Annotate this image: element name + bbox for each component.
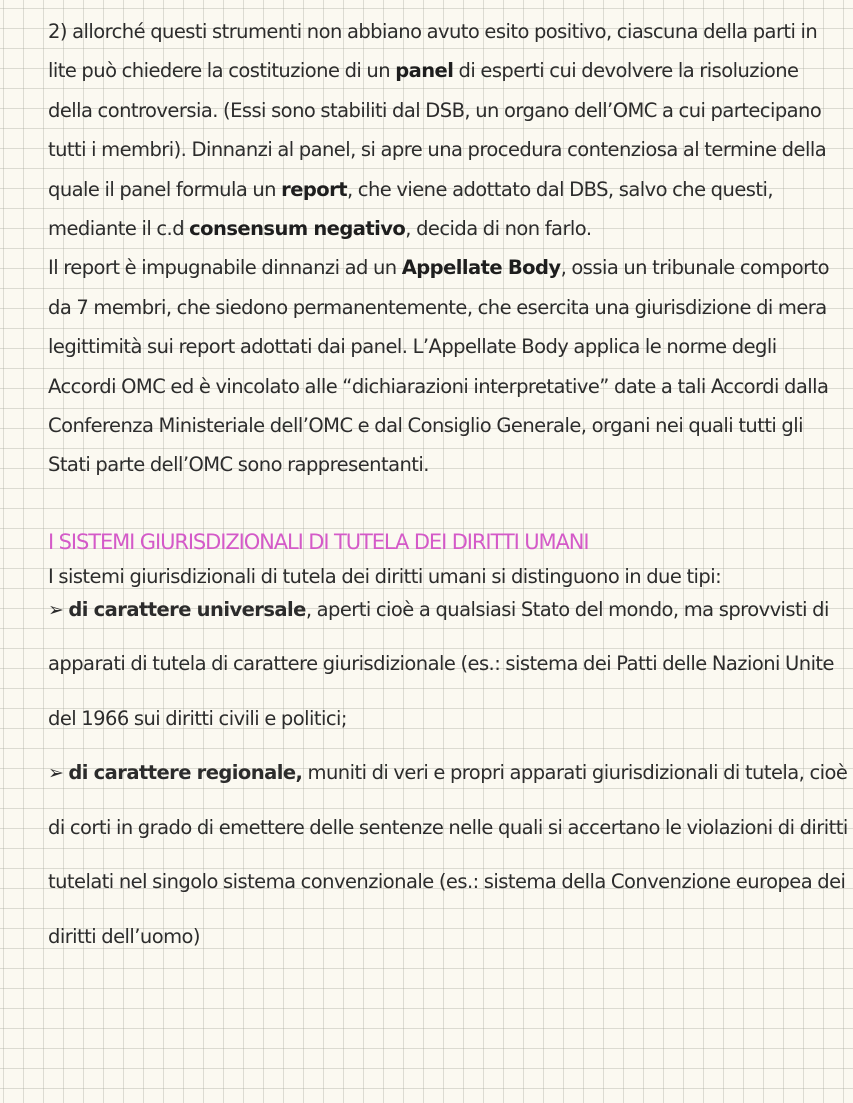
list-item-text: muniti di veri e propri apparati giurisdizionali di tutela, cioè di corti in grado di emettere delle sentenze nelle quali si accertano le violazioni di diritti tutelati nel singolo sistema convenzionale (es.: sistema della Convenzione europea dei diritti dell’uomo) bbox=[48, 761, 848, 948]
term-consensum-negativo: consensum negativo bbox=[189, 217, 406, 241]
arrow-bullet-icon: ➢ bbox=[48, 762, 64, 785]
list-item-text: , aperti cioè a qualsiasi Stato del mondo, ma sprovvisti di apparati di tutela di carattere giurisdizionale (es.: sistema dei Patti delle Nazioni Unite del 1966 sui diritti civili e politici; bbox=[48, 597, 834, 730]
paragraph-text: , decida di non farlo. bbox=[405, 217, 592, 241]
term-appellate-body: Appellate Body bbox=[401, 256, 561, 280]
section-spacer bbox=[48, 485, 848, 524]
list-item-universal bbox=[48, 583, 848, 747]
arrow-bullet-icon: ➢ bbox=[48, 598, 64, 621]
paragraph-text: 2) allorché questi strumenti non abbiano avuto esito positivo, ciascuna della parti in lite può chiedere la costituzione di un bbox=[48, 20, 818, 83]
paragraph-text: di esperti cui devolvere la risoluzione della controversia. (Essi sono stabiliti dal DSB, un organo dell’OMC a cui partecipano tutti i membri). Dinnanzi al panel, si apre una procedura contenziosa al termine della quale il panel formula un bbox=[48, 59, 827, 201]
term-regionale: di carattere regionale, bbox=[68, 761, 303, 785]
notes-page bbox=[48, 12, 848, 974]
paragraph-appellate-body bbox=[48, 248, 848, 484]
section-heading: I SISTEMI GIURISDIZIONALI DI TUTELA DEI DIRITTI UMANI bbox=[48, 529, 589, 554]
paragraph-text: , che viene adottato dal DBS, salvo che questi, mediante il c.d bbox=[48, 177, 773, 241]
paragraph-panel-procedure bbox=[48, 12, 848, 248]
term-panel: panel bbox=[395, 59, 454, 83]
term-report: report bbox=[281, 177, 347, 201]
list-item-regional bbox=[48, 746, 848, 964]
term-universale: di carattere universale bbox=[68, 597, 306, 621]
paragraph-text: Il report è impugnabile dinnanzi ad un bbox=[48, 256, 402, 280]
paragraph-text: , ossia un tribunale comporto da 7 membri, che siedono permanentemente, che esercita una giurisdizione di mera legittimità sui report adottati dai panel. L’Appellate Body applica le norme degli Accordi OMC ed è vincolato alle “dichiarazioni interpretative” date a tali Accordi dalla Conferenza Ministeriale dell’OMC e dal Consiglio Generale, organi nei quali tutti gli Stati parte dell’OMC sono rappresentanti. bbox=[48, 256, 830, 477]
section-intro: I sistemi giurisdizionali di tutela dei diritti umani si distinguono in due tipi: bbox=[48, 564, 722, 588]
